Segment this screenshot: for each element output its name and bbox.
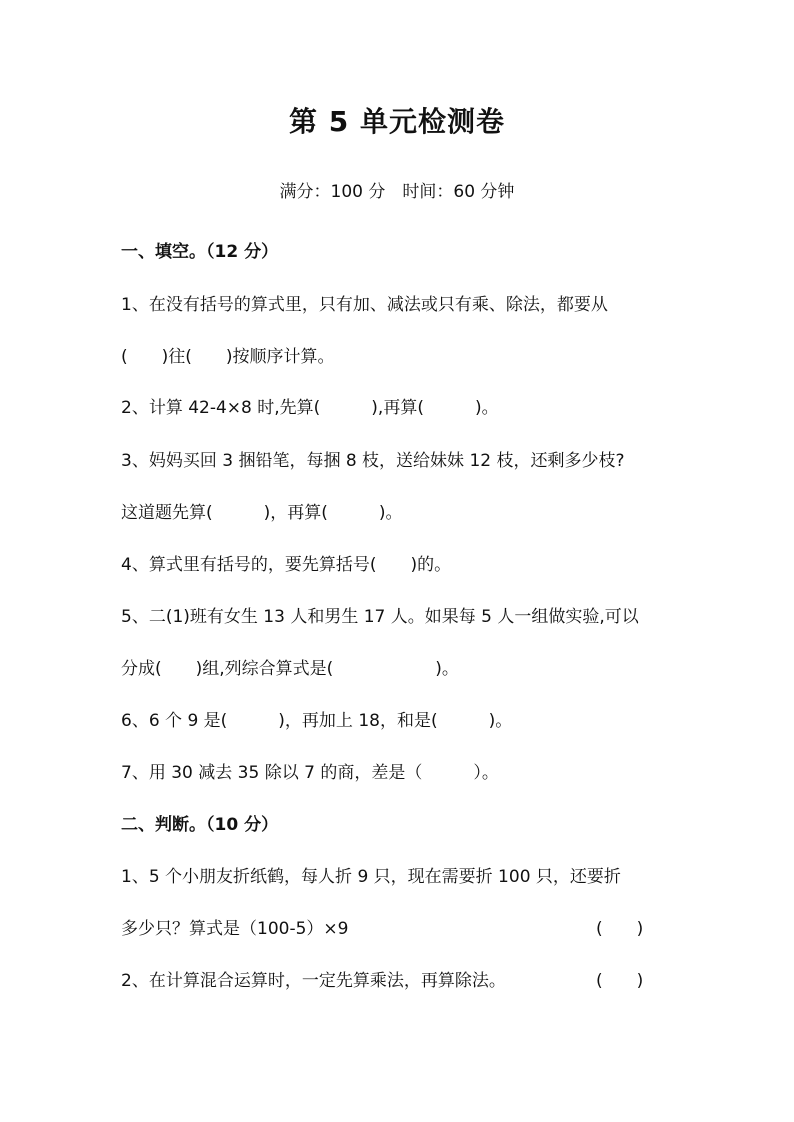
judge-2: 2、在计算混合运算时，一定先算乘法，再算除法。 <box>121 971 506 991</box>
question-4: 4、算式里有括号的，要先算括号( )的。 <box>121 555 452 575</box>
score-time-info: 满分：100 分 时间：60 分钟 <box>279 182 515 202</box>
question-2: 2、计算 42-4×8 时,先算( ),再算( )。 <box>121 398 499 418</box>
question-6: 6、6 个 9 是( )，再加上 18，和是( )。 <box>121 711 513 731</box>
question-7: 7、用 30 减去 35 除以 7 的商，差是（ ）。 <box>121 763 499 783</box>
judge-1-line-1: 1、5 个小朋友折纸鹤，每人折 9 只，现在需要折 100 只，还要折 <box>121 867 621 887</box>
section-heading-fill-blank: 一、填空。（12 分） <box>121 242 279 262</box>
page-title: 第 5 单元检测卷 <box>289 105 505 138</box>
question-5-line-2: 分成( )组,列综合算式是( )。 <box>121 659 459 679</box>
judge-2-answer-bracket: ( ) <box>596 971 644 991</box>
judge-1-line-2: 多少只？算式是（100-5）×9 <box>121 919 349 939</box>
section-heading-true-false: 二、判断。（10 分） <box>121 815 279 835</box>
question-3-line-2: 这道题先算( )，再算( )。 <box>121 503 403 523</box>
judge-1-answer-bracket: ( ) <box>596 919 644 939</box>
question-3-line-1: 3、妈妈买回 3 捆铅笔，每捆 8 枝，送给妹妹 12 枝，还剩多少枝? <box>121 451 625 471</box>
question-1-line-1: 1、在没有括号的算式里，只有加、减法或只有乘、除法，都要从 <box>121 295 608 315</box>
question-1-line-2: ( )往( )按顺序计算。 <box>121 347 335 367</box>
question-5-line-1: 5、二(1)班有女生 13 人和男生 17 人。如果每 5 人一组做实验,可以 <box>121 607 639 627</box>
